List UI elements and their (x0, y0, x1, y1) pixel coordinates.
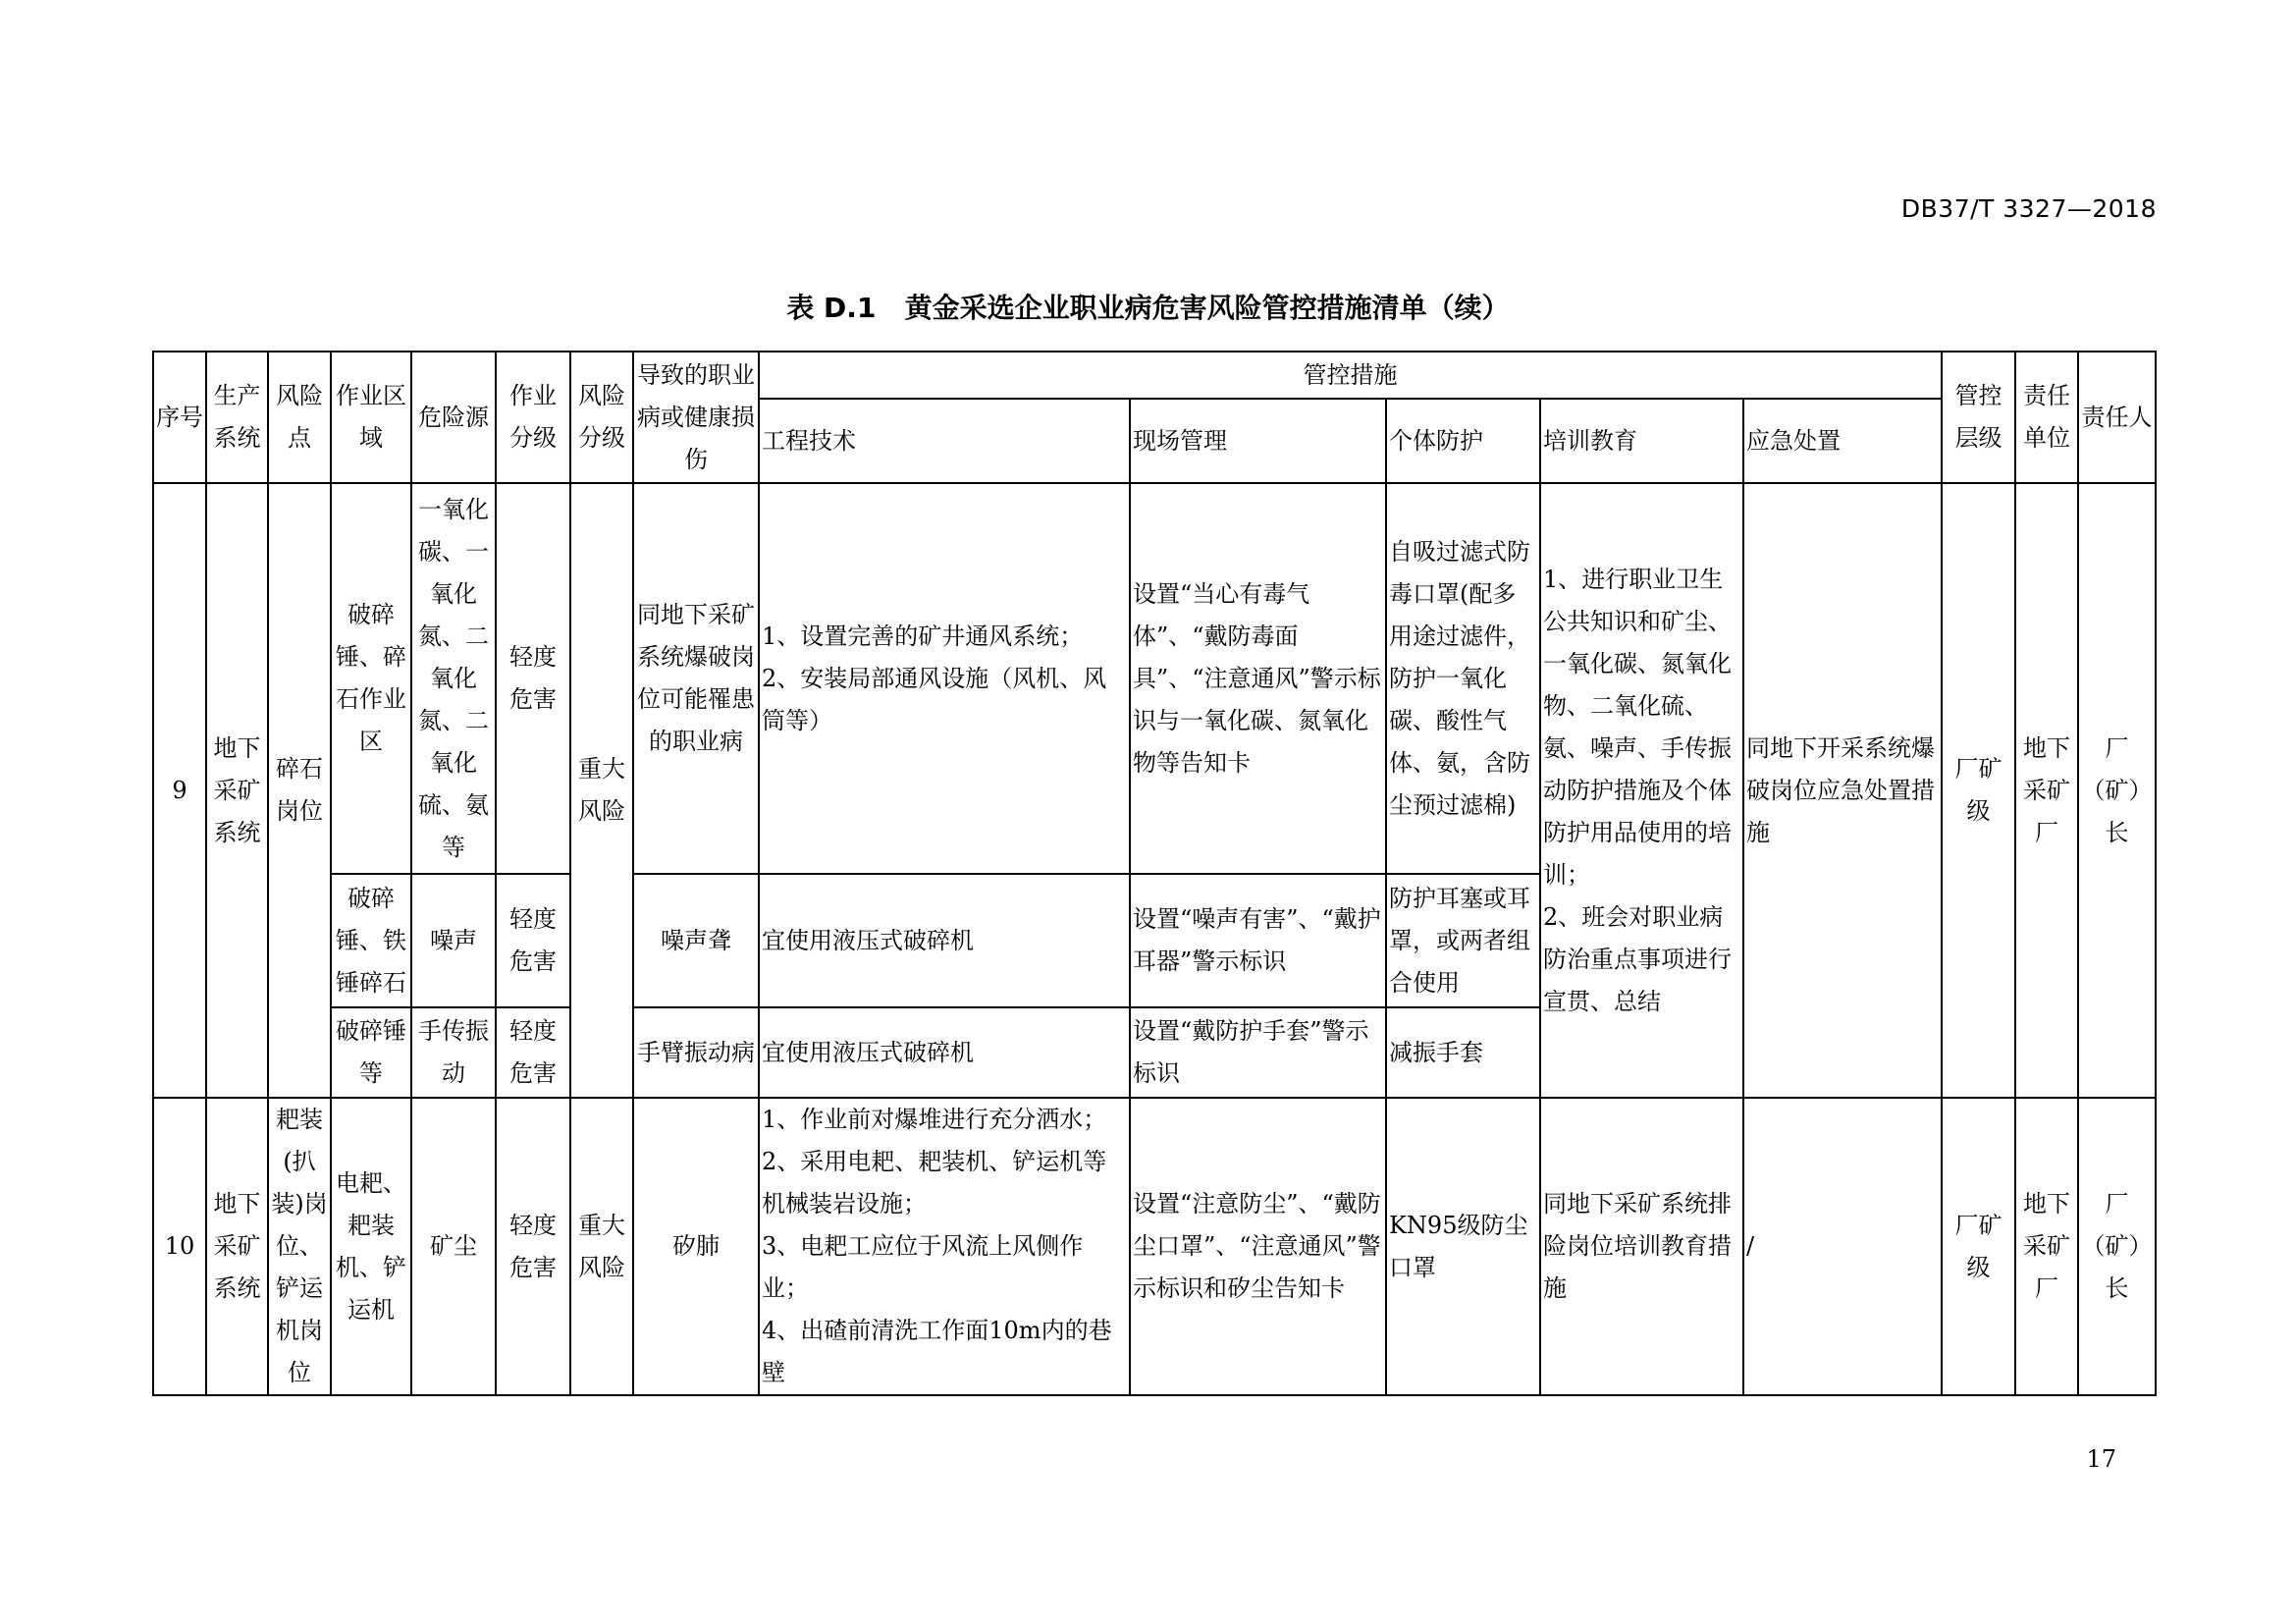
table-row (153, 483, 2156, 874)
row-resp-person: 厂（矿）长 (2078, 1098, 2156, 1395)
header-disease: 导致的职业病或健康损伤 (633, 352, 759, 483)
header-emergency: 应急处置 (1743, 399, 1942, 483)
row-work-area: 破碎锤、碎石作业区 (331, 483, 411, 874)
row-disease: 噪声聋 (633, 874, 759, 1007)
row-engineering: 宜使用液压式破碎机 (759, 1007, 1130, 1098)
row-hazard-source: 手传振动 (411, 1007, 496, 1098)
header-site-management: 现场管理 (1130, 399, 1386, 483)
header-training: 培训教育 (1540, 399, 1743, 483)
header-risk-point: 风险点 (268, 352, 331, 483)
header-personal-protection: 个体防护 (1386, 399, 1540, 483)
risk-control-table (152, 351, 2157, 1396)
row-site-management: 设置“注意防尘”、“戴防尘口罩”、“注意通风”警示标识和矽尘告知卡 (1130, 1098, 1386, 1395)
row-personal-protection: 减振手套 (1386, 1007, 1540, 1098)
row-personal-protection: 防护耳塞或耳罩，或两者组合使用 (1386, 874, 1540, 1007)
row-training: 1、进行职业卫生公共知识和矿尘、一氧化碳、氮氧化物、二氧化硫、氨、噪声、手传振动防护措施及个体防护用品使用的培训； 2、班会对职业病防治重点事项进行宣贯、总结 (1540, 483, 1743, 1098)
header-seq: 序号 (153, 352, 206, 483)
row-work-area: 破碎锤、铁锤碎石 (331, 874, 411, 1007)
row-control-level: 厂矿级 (1942, 1098, 2015, 1395)
header-system: 生产系统 (206, 352, 268, 483)
row-work-grade: 轻度危害 (496, 1098, 570, 1395)
row-site-management: 设置“噪声有害”、“戴护耳器”警示标识 (1130, 874, 1386, 1007)
row-hazard-source: 一氧化碳、一氧化氮、二氧化氮、二氧化硫、氨等 (411, 483, 496, 874)
header-resp-person: 责任人 (2078, 352, 2156, 483)
row-personal-protection: 自吸过滤式防毒口罩(配多用途过滤件，防护一氧化碳、酸性气体、氨，含防尘预过滤棉) (1386, 483, 1540, 874)
row-resp-unit: 地下采矿厂 (2015, 483, 2078, 1098)
row-site-management: 设置“当心有毒气体”、“戴防毒面具”、“注意通风”警示标识与一氧化碳、氮氧化物等告知卡 (1130, 483, 1386, 874)
row-resp-unit: 地下采矿厂 (2015, 1098, 2078, 1395)
page-number: 17 (2086, 1445, 2116, 1473)
row-engineering: 1、作业前对爆堆进行充分洒水； 2、采用电耙、耙装机、铲运机等机械装岩设施； 3、电耙工应位于风流上风侧作业； 4、出碴前清洗工作面10m内的巷壁 (759, 1098, 1130, 1395)
row-personal-protection: KN95级防尘口罩 (1386, 1098, 1540, 1395)
row-work-area: 破碎锤等 (331, 1007, 411, 1098)
row-resp-person: 厂（矿）长 (2078, 483, 2156, 1098)
header-risk-grade: 风险分级 (570, 352, 633, 483)
table-title: 表 D.1 黄金采选企业职业病危害风险管控措施清单（续） (786, 292, 1510, 324)
header-control-measures: 管控措施 (759, 352, 1942, 399)
header-work-grade: 作业分级 (496, 352, 570, 483)
table-row (153, 1098, 2156, 1395)
row-disease: 同地下采矿系统爆破岗位可能罹患的职业病 (633, 483, 759, 874)
header-engineering: 工程技术 (759, 399, 1130, 483)
row-engineering: 宜使用液压式破碎机 (759, 874, 1130, 1007)
row-seq: 10 (153, 1098, 206, 1395)
header-control-level: 管控层级 (1942, 352, 2015, 483)
row-risk-point: 碎石岗位 (268, 483, 331, 1098)
row-emergency: 同地下开采系统爆破岗位应急处置措施 (1743, 483, 1942, 1098)
row-work-grade: 轻度危害 (496, 1007, 570, 1098)
row-work-grade: 轻度危害 (496, 483, 570, 874)
row-control-level: 厂矿级 (1942, 483, 2015, 1098)
standard-code: DB37/T 3327—2018 (1900, 194, 2157, 223)
row-engineering: 1、设置完善的矿井通风系统； 2、安装局部通风设施（风机、风筒等） (759, 483, 1130, 874)
row-hazard-source: 矿尘 (411, 1098, 496, 1395)
header-work-area: 作业区域 (331, 352, 411, 483)
row-seq: 9 (153, 483, 206, 1098)
row-hazard-source: 噪声 (411, 874, 496, 1007)
row-disease: 手臂振动病 (633, 1007, 759, 1098)
row-site-management: 设置“戴防护手套”警示标识 (1130, 1007, 1386, 1098)
row-work-area: 电耙、耙装机、铲运机 (331, 1098, 411, 1395)
row-risk-point: 耙装(扒装)岗位、铲运机岗位 (268, 1098, 331, 1395)
row-risk-grade: 重大风险 (570, 1098, 633, 1395)
row-disease: 矽肺 (633, 1098, 759, 1395)
row-emergency: / (1743, 1098, 1942, 1395)
row-training: 同地下采矿系统排险岗位培训教育措施 (1540, 1098, 1743, 1395)
row-system: 地下采矿系统 (206, 1098, 268, 1395)
row-risk-grade: 重大风险 (570, 483, 633, 1098)
row-system: 地下采矿系统 (206, 483, 268, 1098)
row-work-grade: 轻度危害 (496, 874, 570, 1007)
header-resp-unit: 责任单位 (2015, 352, 2078, 483)
header-hazard-source: 危险源 (411, 352, 496, 483)
